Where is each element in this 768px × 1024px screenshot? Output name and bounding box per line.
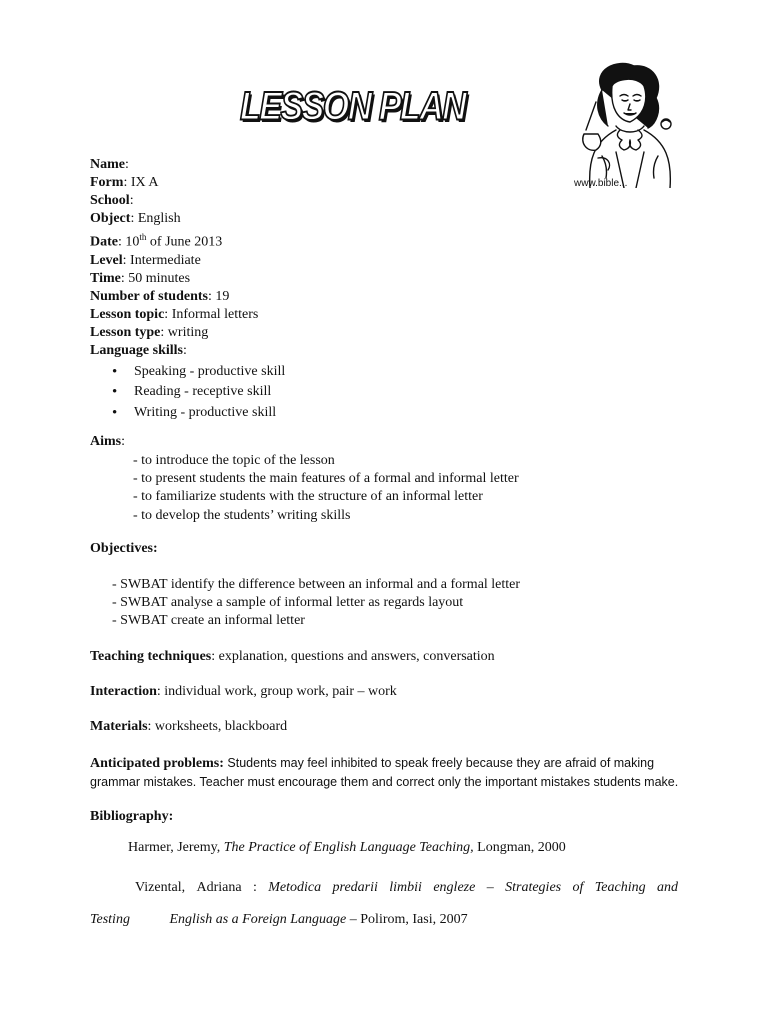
entry-title: and bbox=[657, 880, 678, 895]
entry-title: predarii bbox=[332, 880, 378, 895]
entry-title: English as a Foreign Language bbox=[169, 912, 347, 927]
field-value: writing bbox=[167, 324, 209, 340]
field-label: Interaction bbox=[90, 684, 157, 699]
aims-label: Aims bbox=[90, 434, 122, 449]
bibliography-entry bbox=[128, 840, 566, 856]
field-language-skills: Language skills: bbox=[90, 342, 187, 358]
list-item: • Speaking - productive skill bbox=[90, 362, 285, 383]
field-label: Lesson topic bbox=[90, 306, 165, 322]
aims-heading: Aims: bbox=[90, 434, 126, 449]
date-suffix: th bbox=[139, 232, 147, 242]
field-label: Object bbox=[90, 211, 131, 226]
field-object: Object: English bbox=[90, 211, 181, 226]
entry-title: – bbox=[486, 880, 494, 895]
illustration-watermark: www.bible... bbox=[574, 178, 628, 189]
aims-list bbox=[133, 452, 519, 525]
page-title: LESSON PLAN bbox=[240, 84, 466, 129]
teaching-techniques: Teaching techniques: explanation, questions and answers, conversation bbox=[90, 649, 495, 664]
field-value: Students may feel inhibited to speak freely because they are afraid of making bbox=[227, 756, 655, 770]
field-value: IX A bbox=[130, 175, 159, 190]
entry-title: The Practice of English Language Teaching, bbox=[223, 840, 474, 855]
objectives-list bbox=[112, 576, 520, 630]
field-date: Date: 10th of June 2013 bbox=[90, 232, 223, 250]
field-value: 10 bbox=[125, 234, 140, 250]
interaction: Interaction: individual work, group work, pair – work bbox=[90, 684, 397, 699]
entry-title: limbii bbox=[389, 880, 422, 895]
entry-title: engleze bbox=[433, 880, 476, 895]
field-value: worksheets, blackboard bbox=[154, 719, 288, 734]
field-value: grammar mistakes. Teacher must encourage them and correct only the important mistakes students make. bbox=[90, 775, 679, 789]
field-value: 50 minutes bbox=[128, 270, 191, 286]
field-form: Form: IX A bbox=[90, 175, 159, 190]
bibliography-heading: Bibliography: bbox=[90, 809, 174, 824]
field-value: English bbox=[137, 211, 181, 226]
entry-title: Testing bbox=[90, 912, 130, 927]
entry-publisher: Longman, 2000 bbox=[477, 840, 566, 855]
woman-with-pen-illustration bbox=[572, 60, 682, 188]
entry-title: of bbox=[572, 880, 584, 895]
list-item: • Writing - productive skill bbox=[90, 403, 285, 424]
list-item: - to introduce the topic of the lesson bbox=[133, 453, 335, 468]
field-label: Name bbox=[90, 157, 125, 172]
field-label: School bbox=[90, 193, 130, 208]
lesson-details bbox=[90, 156, 285, 423]
field-school: School: bbox=[90, 193, 134, 208]
list-item: - SWBAT identify the difference between an informal and a formal letter bbox=[112, 577, 521, 592]
field-lesson-type: Lesson type: writing bbox=[90, 324, 209, 340]
field-label: Lesson type bbox=[90, 324, 161, 340]
field-time: Time: 50 minutes bbox=[90, 270, 191, 286]
field-value: Intermediate bbox=[130, 252, 201, 268]
list-item: • Reading - receptive skill bbox=[90, 382, 285, 403]
field-label: Language skills bbox=[90, 342, 183, 358]
list-item: - SWBAT create an informal letter bbox=[112, 613, 305, 628]
list-item: - SWBAT analyse a sample of informal letter as regards layout bbox=[112, 595, 464, 610]
entry-separator: : bbox=[252, 880, 257, 895]
field-value: explanation, questions and answers, conversation bbox=[218, 649, 495, 664]
field-value: individual work, group work, pair – work bbox=[164, 684, 397, 699]
entry-title: Teaching bbox=[594, 880, 646, 895]
list-item: - to develop the students’ writing skills bbox=[133, 507, 351, 523]
field-label: Form bbox=[90, 175, 124, 190]
field-label: Anticipated problems: bbox=[90, 756, 224, 771]
field-name: Name: bbox=[90, 157, 129, 172]
list-item: - to present students the main features of a formal and informal letter bbox=[133, 471, 519, 487]
field-number-of-students: Number of students: 19 bbox=[90, 288, 230, 304]
field-label: Teaching techniques bbox=[90, 649, 212, 664]
materials: Materials: worksheets, blackboard bbox=[90, 719, 288, 734]
field-label: Time bbox=[90, 270, 121, 286]
field-label: Level bbox=[90, 252, 123, 268]
entry-title: Strategies bbox=[505, 880, 562, 895]
entry-author: Harmer, Jeremy, bbox=[128, 840, 221, 855]
list-item: - to familiarize students with the structure of an informal letter bbox=[133, 489, 483, 505]
field-value: of June 2013 bbox=[146, 234, 223, 250]
bibliography-entry bbox=[90, 872, 678, 936]
field-label: Materials bbox=[90, 719, 148, 734]
anticipated-problems bbox=[90, 754, 690, 792]
language-skills-list bbox=[90, 362, 285, 424]
entry-publisher: – Polirom, Iasi, 2007 bbox=[349, 912, 468, 927]
field-lesson-topic: Lesson topic: Informal letters bbox=[90, 306, 259, 322]
field-level: Level: Intermediate bbox=[90, 252, 201, 268]
field-label: Number of students bbox=[90, 288, 208, 304]
entry-author: Adriana bbox=[196, 880, 242, 895]
entry-title: Metodica bbox=[268, 880, 322, 895]
objectives-heading: Objectives: bbox=[90, 541, 158, 556]
field-label: Date bbox=[90, 234, 118, 250]
field-value: Informal letters bbox=[171, 306, 259, 322]
entry-author: Vizental, bbox=[135, 880, 186, 895]
field-value: 19 bbox=[215, 288, 230, 304]
